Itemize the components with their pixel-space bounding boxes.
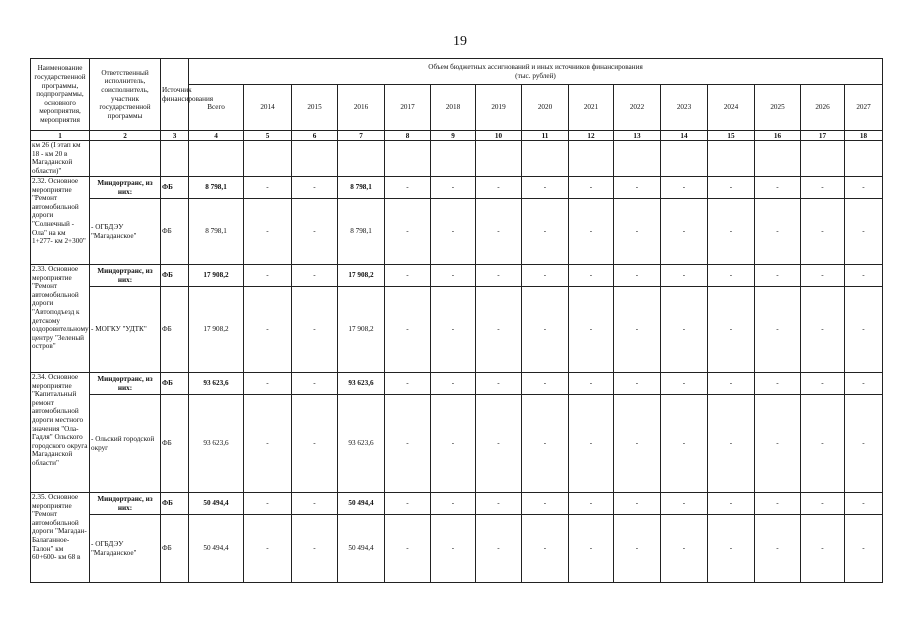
column-number: 15: [708, 131, 755, 141]
amount-cell-2022: -: [614, 493, 661, 515]
header-executor: Ответственный исполнитель, соисполнитель, участник государственной программы: [90, 59, 161, 131]
amount-cell-2026: -: [801, 395, 845, 493]
amount-cell-2018: -: [431, 265, 476, 287]
page-number: 19: [453, 34, 467, 49]
amount-cell-2015: -: [292, 287, 338, 373]
amount-cell-2025: -: [755, 287, 801, 373]
amount-cell-2023: -: [661, 199, 708, 265]
amount-cell-2026: -: [801, 493, 845, 515]
header-source: Источник финансирования: [161, 59, 189, 131]
source-cell: ФБ: [161, 515, 189, 583]
amount-cell-2021: -: [569, 373, 614, 395]
amount-cell-2023: -: [661, 265, 708, 287]
amount-cell-2015: -: [292, 373, 338, 395]
budget-table: [30, 58, 883, 583]
amount-cell-2022: -: [614, 373, 661, 395]
amount-cell-2015: -: [292, 493, 338, 515]
header-year: 2021: [569, 85, 614, 131]
amount-cell-2024: -: [708, 373, 755, 395]
source-cell: ФБ: [161, 199, 189, 265]
total-amount-cell: 17 908,2: [189, 265, 244, 287]
column-number: 8: [385, 131, 431, 141]
executor-cell: - ОГБДЭУ "Магаданское": [90, 199, 161, 265]
amount-cell-2019: -: [476, 373, 522, 395]
amount-cell-2015: -: [292, 395, 338, 493]
amount-cell-2020: -: [522, 287, 569, 373]
amount-cell-2020: -: [522, 373, 569, 395]
amount-cell-2021: -: [569, 515, 614, 583]
total-amount-cell: 93 623,6: [189, 395, 244, 493]
measure-detail-row: [31, 515, 883, 583]
column-number: 11: [522, 131, 569, 141]
amount-cell-2025: -: [755, 199, 801, 265]
amount-cell-2018: -: [431, 395, 476, 493]
executor-cell: Миндортранс, из них:: [90, 493, 161, 515]
amount-cell-2015: -: [292, 199, 338, 265]
measure-name: км 26 (I этап км 18 - км 20 в Магаданской области)": [31, 141, 90, 177]
amount-cell-2018: -: [431, 199, 476, 265]
amount-cell-2023: -: [661, 515, 708, 583]
amount-cell-2022: -: [614, 287, 661, 373]
amount-cell-2016: 50 494,4: [338, 515, 385, 583]
amount-cell-2014: -: [244, 177, 292, 199]
amount-cell-2024: -: [708, 177, 755, 199]
column-number: 1: [31, 131, 90, 141]
amount-cell-2022: -: [614, 265, 661, 287]
header-year: 2020: [522, 85, 569, 131]
amount-cell-2023: -: [661, 493, 708, 515]
amount-cell-2017: -: [385, 373, 431, 395]
amount-cell-2016: 50 494,4: [338, 493, 385, 515]
amount-cell-2027: -: [845, 265, 883, 287]
column-number: 10: [476, 131, 522, 141]
amount-cell-2020: -: [522, 199, 569, 265]
header-year: 2026: [801, 85, 845, 131]
amount-cell-2017: -: [385, 265, 431, 287]
executor-cell: Миндортранс, из них:: [90, 177, 161, 199]
amount-cell-2016: 8 798,1: [338, 199, 385, 265]
header-year: 2027: [845, 85, 883, 131]
amount-cell-2018: -: [431, 177, 476, 199]
amount-cell-2020: -: [522, 395, 569, 493]
column-number: 4: [189, 131, 244, 141]
executor-cell: - Ольский городской округ: [90, 395, 161, 493]
amount-cell-2017: -: [385, 287, 431, 373]
amount-cell-2027: -: [845, 177, 883, 199]
amount-cell-2023: -: [661, 373, 708, 395]
amount-cell-2017: -: [385, 199, 431, 265]
source-cell: ФБ: [161, 177, 189, 199]
measure-total-row: [31, 177, 883, 199]
amount-cell-2026: -: [801, 199, 845, 265]
total-amount-cell: 93 623,6: [189, 373, 244, 395]
amount-cell-2027: -: [845, 287, 883, 373]
amount-cell-2019: -: [476, 515, 522, 583]
source-cell: ФБ: [161, 373, 189, 395]
amount-cell-2027: -: [845, 373, 883, 395]
amount-cell-2021: -: [569, 177, 614, 199]
amount-cell-2019: -: [476, 395, 522, 493]
amount-cell-2020: -: [522, 515, 569, 583]
total-amount-cell: 17 908,2: [189, 287, 244, 373]
column-number: 9: [431, 131, 476, 141]
amount-cell-2024: -: [708, 265, 755, 287]
amount-cell-2014: -: [244, 199, 292, 265]
amount-cell-2026: -: [801, 515, 845, 583]
amount-cell-2014: -: [244, 373, 292, 395]
amount-cell-2027: -: [845, 515, 883, 583]
header-year: 2017: [385, 85, 431, 131]
amount-cell-2018: -: [431, 493, 476, 515]
executor-cell: Миндортранс, из них:: [90, 373, 161, 395]
executor-cell: - ОГБДЭУ "Магаданское": [90, 515, 161, 583]
measure-name: 2.32. Основное мероприятие "Ремонт автомобильной дороги "Солнечный - Ола" на км 1+277- км 2+300": [31, 177, 90, 265]
amount-cell-2014: -: [244, 515, 292, 583]
column-number: 6: [292, 131, 338, 141]
column-number: 5: [244, 131, 292, 141]
source-cell: ФБ: [161, 395, 189, 493]
measure-name: 2.35. Основное мероприятие "Ремонт автомобильной дороги "Магадан-Балаганное-Талон" км 60+600- км 68 в: [31, 493, 90, 583]
total-amount-cell: 8 798,1: [189, 199, 244, 265]
amount-cell-2025: -: [755, 177, 801, 199]
amount-cell-2023: -: [661, 287, 708, 373]
amount-cell-2027: -: [845, 493, 883, 515]
amount-cell-2016: 8 798,1: [338, 177, 385, 199]
column-number: 13: [614, 131, 661, 141]
amount-cell-2018: -: [431, 373, 476, 395]
amount-cell-2015: -: [292, 515, 338, 583]
amount-cell-2026: -: [801, 265, 845, 287]
column-number: 2: [90, 131, 161, 141]
amount-cell-2023: -: [661, 395, 708, 493]
amount-cell-2027: -: [845, 199, 883, 265]
amount-cell-2024: -: [708, 395, 755, 493]
measure-name: 2.33. Основное мероприятие "Ремонт автомобильной дороги "Автоподъезд к детскому оздоровительному центру "Зеленый остров": [31, 265, 90, 373]
amount-cell-2015: -: [292, 177, 338, 199]
column-number: 14: [661, 131, 708, 141]
header-year: 2016: [338, 85, 385, 131]
header-year: 2015: [292, 85, 338, 131]
measure-detail-row: [31, 287, 883, 373]
amount-cell-2022: -: [614, 199, 661, 265]
amount-cell-2024: -: [708, 287, 755, 373]
amount-cell-2017: -: [385, 177, 431, 199]
amount-cell-2021: -: [569, 265, 614, 287]
executor-cell: Миндортранс, из них:: [90, 265, 161, 287]
amount-cell-2026: -: [801, 287, 845, 373]
amount-cell-2018: -: [431, 287, 476, 373]
amount-cell-2021: -: [569, 199, 614, 265]
amount-cell-2018: -: [431, 515, 476, 583]
header-year: 2024: [708, 85, 755, 131]
amount-cell-2019: -: [476, 265, 522, 287]
amount-cell-2020: -: [522, 493, 569, 515]
header-year: 2022: [614, 85, 661, 131]
source-cell: ФБ: [161, 287, 189, 373]
amount-cell-2019: -: [476, 199, 522, 265]
amount-cell-2019: -: [476, 287, 522, 373]
amount-cell-2025: -: [755, 493, 801, 515]
amount-cell-2019: -: [476, 493, 522, 515]
measure-total-row: [31, 493, 883, 515]
amount-cell-2025: -: [755, 373, 801, 395]
total-amount-cell: 50 494,4: [189, 493, 244, 515]
amount-cell-2017: -: [385, 395, 431, 493]
column-number: 7: [338, 131, 385, 141]
header-funding: Объем бюджетных ассигнований и иных источников финансирования (тыс. рублей): [189, 59, 883, 85]
amount-cell-2024: -: [708, 515, 755, 583]
column-numbers-row: [31, 131, 883, 141]
amount-cell-2014: -: [244, 265, 292, 287]
amount-cell-2020: -: [522, 177, 569, 199]
measure-total-row: [31, 265, 883, 287]
amount-cell-2024: -: [708, 493, 755, 515]
total-amount-cell: 8 798,1: [189, 177, 244, 199]
amount-cell-2016: 93 623,6: [338, 373, 385, 395]
amount-cell-2019: -: [476, 177, 522, 199]
amount-cell-2022: -: [614, 395, 661, 493]
amount-cell-2016: 93 623,6: [338, 395, 385, 493]
column-number: 3: [161, 131, 189, 141]
column-number: 12: [569, 131, 614, 141]
measure-name: 2.34. Основное мероприятие "Капитальный ремонт автомобильной дороги местного значения "Ола-Гадля" Ольского городского округа Магаданской области": [31, 373, 90, 493]
executor-cell: - МОГКУ "УДТК": [90, 287, 161, 373]
amount-cell-2027: -: [845, 395, 883, 493]
header-year: 2025: [755, 85, 801, 131]
amount-cell-2025: -: [755, 395, 801, 493]
amount-cell-2026: -: [801, 373, 845, 395]
column-number: 16: [755, 131, 801, 141]
column-number: 18: [845, 131, 883, 141]
amount-cell-2014: -: [244, 395, 292, 493]
amount-cell-2014: -: [244, 287, 292, 373]
amount-cell-2023: -: [661, 177, 708, 199]
header-year: 2019: [476, 85, 522, 131]
measure-total-row: [31, 373, 883, 395]
total-amount-cell: 50 494,4: [189, 515, 244, 583]
amount-cell-2017: -: [385, 515, 431, 583]
measure-detail-row: [31, 395, 883, 493]
source-cell: ФБ: [161, 265, 189, 287]
amount-cell-2022: -: [614, 177, 661, 199]
amount-cell-2014: -: [244, 493, 292, 515]
header-year: 2023: [661, 85, 708, 131]
column-number: 17: [801, 131, 845, 141]
amount-cell-2024: -: [708, 199, 755, 265]
measure-detail-row: [31, 199, 883, 265]
amount-cell-2021: -: [569, 395, 614, 493]
amount-cell-2021: -: [569, 287, 614, 373]
amount-cell-2015: -: [292, 265, 338, 287]
amount-cell-2021: -: [569, 493, 614, 515]
continued-row: [31, 141, 883, 177]
amount-cell-2020: -: [522, 265, 569, 287]
amount-cell-2025: -: [755, 265, 801, 287]
amount-cell-2025: -: [755, 515, 801, 583]
header-name: Наименование государственной программы, подпрограммы, основного мероприятия, мероприятия: [31, 59, 90, 131]
source-cell: ФБ: [161, 493, 189, 515]
header-year: 2018: [431, 85, 476, 131]
amount-cell-2016: 17 908,2: [338, 265, 385, 287]
amount-cell-2026: -: [801, 177, 845, 199]
header-total: Всего: [189, 85, 244, 131]
header-year: 2014: [244, 85, 292, 131]
amount-cell-2017: -: [385, 493, 431, 515]
amount-cell-2022: -: [614, 515, 661, 583]
amount-cell-2016: 17 908,2: [338, 287, 385, 373]
